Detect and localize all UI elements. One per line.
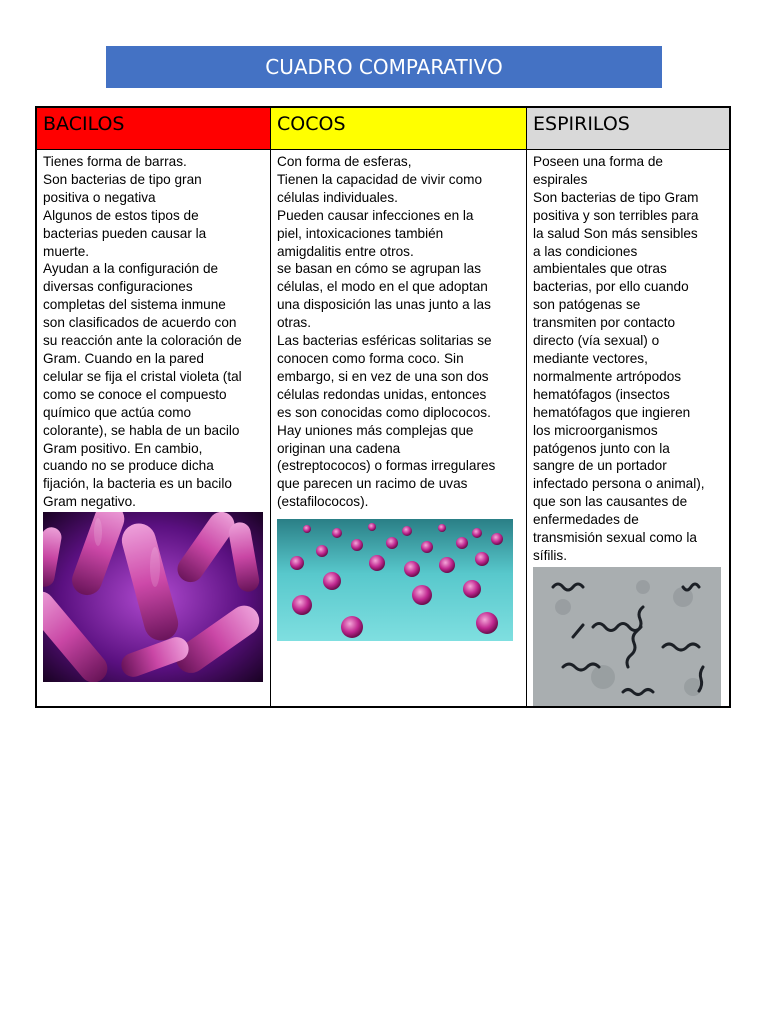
cell-espirilos bbox=[527, 150, 729, 706]
bacilos-image bbox=[43, 512, 263, 682]
header-bacilos: BACILOS bbox=[37, 108, 271, 150]
cocos-description: Con forma de esferas, Tienen la capacidad de vivir como células individuales. Pueden causar infecciones en la piel, intoxicaciones también amigdalitis entre otros. se basan en cómo se agrupan las células, el modo en el que adoptan una disposición las unas junto a las otras. Las bacterias esféricas solitarias se conocen como forma coco. Sin embargo, si en vez de una son dos células redondas unidas, entonces es son conocidas como diplococos. Hay uniones más complejas que originan una cadena (estreptococos) o formas irregulares que parecen un racimo de uvas (estafilococos). bbox=[277, 154, 496, 510]
cocos-image bbox=[277, 519, 513, 641]
espirilos-image bbox=[533, 567, 721, 706]
cell-cocos bbox=[271, 150, 527, 706]
bacilos-description: Tienes forma de barras. Son bacterias de tipo gran positiva o negativa Algunos de estos tipos de bacterias pueden causar la muerte. Ayudan a la configuración de diversas configuraciones completas del sistema inmune son clasificados de acuerdo con su reacción ante la coloración de Gram. Cuando en la pared celular se fija el cristal violeta (tal como se conoce el compuesto químico que actúa como colorante), se habla de un bacilo Gram positivo. En cambio, cuando no se produce dicha fijación, la bacteria es un bacilo Gram negativo. bbox=[43, 154, 242, 510]
cell-bacilos bbox=[37, 150, 271, 706]
header-espirilos: ESPIRILOS bbox=[527, 108, 729, 150]
comparison-table bbox=[35, 106, 731, 708]
espirilos-description: Poseen una forma de espirales Son bacterias de tipo Gram positiva y son terribles para la salud Son más sensibles a las condiciones ambientales que otras bacterias, por ello cuando son patógenas se transmiten por contacto directo (vía sexual) o mediante vectores, normalmente artrópodos hematófagos (insectos hematófagos que ingieren los microorganismos patógenos junto con la sangre de un portador infectado persona o animal), que son las causantes de enfermedades de transmisión sexual como la sífilis. bbox=[533, 154, 705, 563]
header-cocos: COCOS bbox=[271, 108, 527, 150]
page-title: CUADRO COMPARATIVO bbox=[106, 46, 662, 88]
